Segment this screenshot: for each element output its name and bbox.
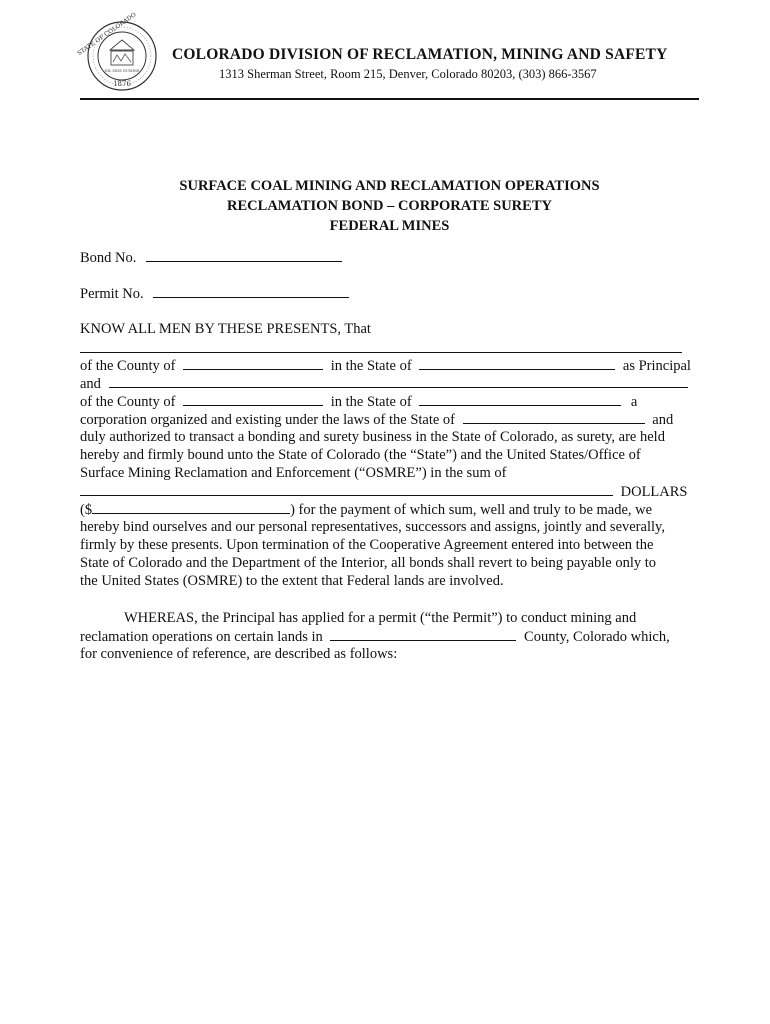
whereas-line: WHEREAS, the Principal has applied for a permit (“the Permit”) to conduct mining and [124, 610, 637, 626]
payment-text: ) for the payment of which sum, well and truly to be made, we [290, 502, 653, 518]
convenience-line: for convenience of reference, are described as follows: [80, 646, 398, 662]
principal-name-field[interactable] [80, 352, 682, 353]
and-end-label: and [652, 412, 674, 428]
seal-year: 1876 [113, 80, 131, 88]
amount-words-field[interactable] [80, 482, 613, 496]
bond-no-label: Bond No. [80, 250, 137, 266]
corp-state-field[interactable] [463, 410, 645, 424]
a-label: a [630, 394, 638, 410]
state-line: State of Colorado and the Department of the Interior, all bonds shall revert to being payable only to [80, 555, 657, 571]
us-line: the United States (OSMRE) to the extent that Federal lands are involved. [80, 573, 504, 589]
document-title [80, 176, 699, 236]
agency-address: 1313 Sherman Street, Room 215, Denver, Colorado 80203, (303) 866-3567 [219, 67, 597, 81]
duly-line: duly authorized to transact a bonding and surety business in the State of Colorado, as surety, are held [80, 429, 665, 445]
principal-county-row [80, 356, 691, 375]
permit-no-field[interactable] [153, 284, 349, 298]
principal-county-field[interactable] [183, 356, 323, 370]
bond-no-field[interactable] [146, 248, 342, 262]
seal-ring-text: STATE OF COLORADO [76, 11, 138, 58]
in-state-of-label: in the State of [330, 358, 412, 374]
seal-motto: NIL SINE NUMINE [104, 69, 140, 73]
dollar-sign-label: ($ [80, 502, 93, 518]
county-of-label: of the County of [80, 358, 176, 374]
corp-organized-label: corporation organized and existing under the laws of the State of [80, 412, 456, 428]
firmly-line: firmly by these presents. Upon termination of the Cooperative Agreement entered into between the [80, 537, 654, 553]
surety-name-row [80, 374, 688, 393]
reclamation-ops-label: reclamation operations on certain lands in [80, 629, 323, 645]
surface-line: Surface Mining Reclamation and Enforcement (“OSMRE”) in the sum of [80, 465, 507, 481]
colorado-state-seal-icon [76, 11, 158, 92]
amount-figures-row [80, 500, 652, 519]
county-colorado-label: County, Colorado which, [524, 629, 670, 645]
county-of-label: of the County of [80, 394, 176, 410]
surety-name-field[interactable] [109, 374, 688, 388]
agency-name: COLORADO DIVISION OF RECLAMATION, MINING AND SAFETY [172, 46, 668, 63]
amount-words-row [80, 482, 688, 501]
title-line-3: FEDERAL MINES [329, 218, 450, 234]
permit-no-label: Permit No. [80, 286, 144, 302]
bond-no-row [80, 248, 342, 267]
title-line-1: SURFACE COAL MINING AND RECLAMATION OPERATIONS [179, 178, 600, 194]
corporation-row [80, 410, 673, 429]
header-rule [80, 98, 699, 100]
surety-county-row [80, 392, 637, 411]
amount-figures-field[interactable] [92, 500, 290, 514]
bind-line: hereby bind ourselves and our personal representatives, successors and assigns, jointly and severally, [80, 519, 665, 535]
permit-no-row [80, 284, 349, 303]
title-line-2: RECLAMATION BOND – CORPORATE SURETY [227, 198, 552, 214]
and-label: and [80, 376, 101, 392]
dollars-label: DOLLARS [620, 484, 688, 500]
principal-state-field[interactable] [419, 356, 615, 370]
as-principal-label: as Principal [622, 358, 691, 374]
surety-county-field[interactable] [183, 392, 323, 406]
reclamation-row [80, 627, 670, 646]
surety-state-field[interactable] [419, 392, 621, 406]
hereby-line: hereby and firmly bound unto the State of Colorado (the “State”) and the United States/Office of [80, 447, 641, 463]
know-all-line: KNOW ALL MEN BY THESE PRESENTS, That [80, 321, 371, 337]
in-state-of-label: in the State of [330, 394, 412, 410]
lands-county-field[interactable] [330, 627, 516, 641]
